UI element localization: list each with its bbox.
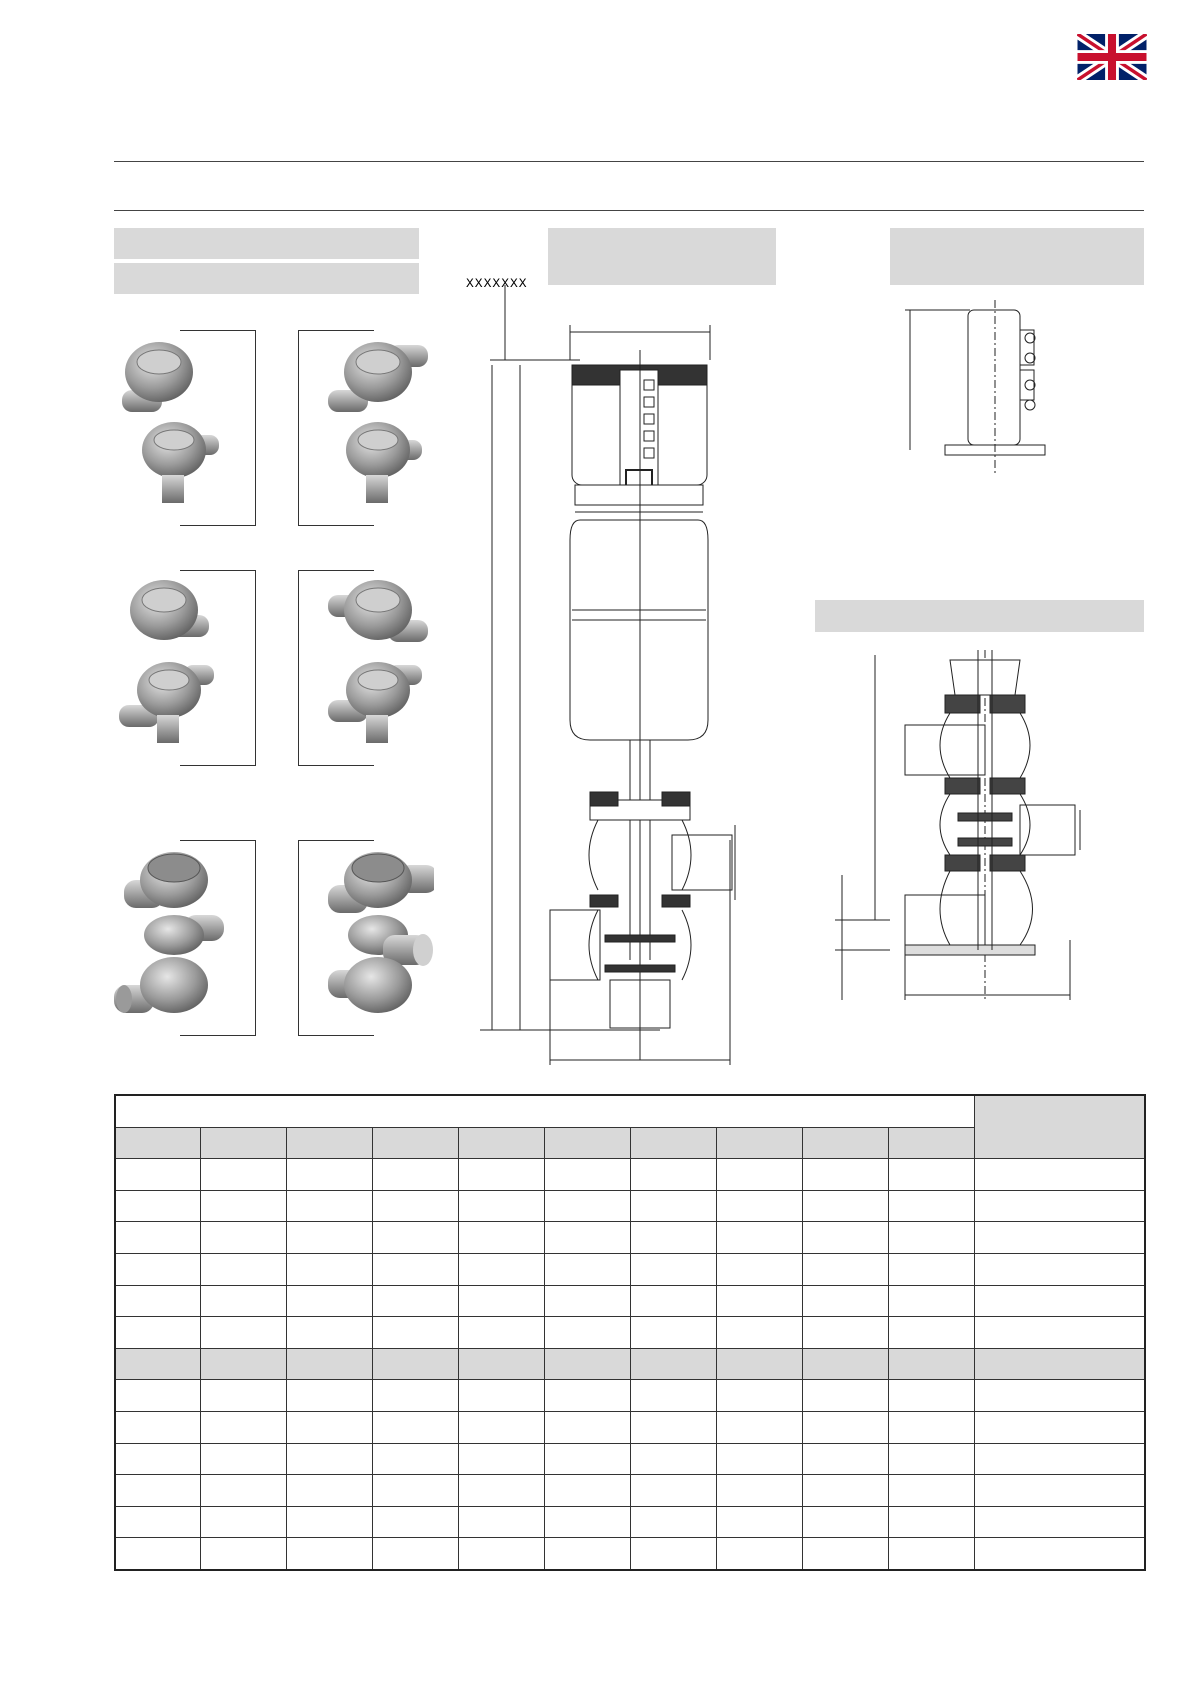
table-cell [115,1222,200,1254]
table-cell [372,1190,458,1222]
table-cell [888,1317,974,1349]
table-cell [974,1285,1145,1317]
table-cell [716,1538,802,1570]
table-cell [372,1475,458,1507]
header-rule-bottom [114,210,1144,211]
table-cell [200,1348,286,1380]
table-cell [716,1253,802,1285]
table-cell [974,1506,1145,1538]
table-cell [888,1159,974,1191]
dimensions-table [114,1094,1146,1571]
left-title-box-1 [114,228,419,259]
table-cell [974,1348,1145,1380]
table-cell [802,1443,888,1475]
column-header [286,1127,372,1159]
table-cell [630,1475,716,1507]
table-cell [716,1475,802,1507]
table-cell [802,1506,888,1538]
uk-flag-icon [1077,34,1147,80]
table-cell [286,1411,372,1443]
table-cell [716,1506,802,1538]
table-cell [458,1190,544,1222]
table-cell [458,1380,544,1412]
table-cell [200,1317,286,1349]
table-cell [716,1380,802,1412]
table-cell [716,1443,802,1475]
code-label: XXXXXXX [466,276,528,291]
table-cell [372,1538,458,1570]
table-header-row [115,1095,1145,1127]
table-cell [802,1190,888,1222]
table-cell [544,1411,630,1443]
table-cell [544,1348,630,1380]
table-row [115,1317,1145,1349]
table-cell [372,1222,458,1254]
table-cell [630,1285,716,1317]
table-row [115,1443,1145,1475]
table-cell [544,1506,630,1538]
table-cell [115,1411,200,1443]
table-cell [974,1222,1145,1254]
table-cell [630,1411,716,1443]
table-cell [888,1380,974,1412]
table-cell [802,1285,888,1317]
table-cell [458,1411,544,1443]
table-cell [200,1222,286,1254]
table-cell [802,1380,888,1412]
table-row [115,1475,1145,1507]
table-cell [286,1348,372,1380]
table-cell [630,1222,716,1254]
table-cell [372,1411,458,1443]
left-title-box-2 [114,263,419,294]
table-cell [630,1348,716,1380]
table-cell [974,1317,1145,1349]
table-cell [544,1443,630,1475]
table-cell [115,1538,200,1570]
table-cell [286,1253,372,1285]
table-cell [544,1380,630,1412]
table-cell [974,1538,1145,1570]
table-cell [716,1317,802,1349]
table-cell [372,1348,458,1380]
table-cell [458,1443,544,1475]
table-cell [716,1159,802,1191]
table-cell [115,1285,200,1317]
table-cell [630,1380,716,1412]
table-cell [630,1253,716,1285]
table-row [115,1380,1145,1412]
table-cell [974,1411,1145,1443]
valve-section-drawing [830,650,1130,1010]
table-cell [200,1475,286,1507]
table-cell [888,1411,974,1443]
table-cell [630,1190,716,1222]
table-cell [716,1285,802,1317]
table-cell [716,1411,802,1443]
thumb-bracket-3 [180,570,256,766]
table-header-label [115,1095,974,1127]
column-header [115,1127,200,1159]
table-cell [458,1475,544,1507]
table-cell [200,1253,286,1285]
thumb-bracket-4 [298,570,374,766]
table-row [115,1190,1145,1222]
table-cell [888,1538,974,1570]
table-cell [286,1285,372,1317]
table-cell [458,1253,544,1285]
table-cell [716,1222,802,1254]
table-cell [115,1190,200,1222]
table-row [115,1411,1145,1443]
column-header [372,1127,458,1159]
table-side-header [974,1095,1145,1159]
table-cell [372,1159,458,1191]
table-cell [974,1253,1145,1285]
table-cell [974,1380,1145,1412]
table-cell [544,1475,630,1507]
table-cell [544,1222,630,1254]
table-cell [115,1159,200,1191]
table-cell [802,1538,888,1570]
table-cell [200,1285,286,1317]
table-cell [286,1190,372,1222]
table-cell [544,1285,630,1317]
table-cell [200,1443,286,1475]
table-cell [802,1317,888,1349]
table-cell [974,1190,1145,1222]
table-cell [544,1159,630,1191]
table-cell [200,1159,286,1191]
table-cell [888,1443,974,1475]
table-cell [888,1348,974,1380]
table-cell [974,1443,1145,1475]
table-cell [115,1506,200,1538]
header-rule-top [114,161,1144,162]
table-cell [630,1317,716,1349]
table-cell [115,1443,200,1475]
table-cell [888,1506,974,1538]
table-cell [802,1475,888,1507]
table-cell [372,1443,458,1475]
column-header [802,1127,888,1159]
table-row [115,1538,1145,1570]
table-row [115,1506,1145,1538]
table-cell [286,1317,372,1349]
mounting-bracket-drawing [900,300,1060,480]
table-row [115,1159,1145,1191]
table-cell [888,1190,974,1222]
thumb-bracket-5 [180,840,256,1036]
table-cell [200,1506,286,1538]
table-cell [286,1506,372,1538]
thumb-bracket-2 [298,330,374,526]
table-cell [630,1159,716,1191]
table-cell [888,1285,974,1317]
table-cell [716,1190,802,1222]
table-cell [372,1506,458,1538]
table-cell [458,1285,544,1317]
valve-assembly-drawing [460,280,760,1070]
table-cell [802,1159,888,1191]
column-header [200,1127,286,1159]
table-cell [115,1380,200,1412]
middle-title-box [548,228,776,285]
table-cell [802,1411,888,1443]
table-cell [286,1380,372,1412]
table-cell [458,1506,544,1538]
column-header [544,1127,630,1159]
table-cell [372,1253,458,1285]
table-cell [286,1443,372,1475]
table-cell [630,1443,716,1475]
table-cell [888,1475,974,1507]
table-cell [458,1222,544,1254]
table-cell [458,1538,544,1570]
table-cell [888,1253,974,1285]
table-cell [200,1411,286,1443]
valve-thumbnails [114,320,434,1050]
table-cell [372,1317,458,1349]
table-cell [115,1348,200,1380]
column-header [458,1127,544,1159]
table-cell [974,1159,1145,1191]
table-cell [544,1317,630,1349]
table-cell [458,1159,544,1191]
table-cell [286,1475,372,1507]
table-row [115,1222,1145,1254]
table-cell [458,1348,544,1380]
table-cell [115,1475,200,1507]
thumb-bracket-6 [298,840,374,1036]
table-cell [372,1285,458,1317]
table-cell [544,1538,630,1570]
table-cell [630,1506,716,1538]
table-group-2 [115,1380,1145,1570]
table-cell [802,1222,888,1254]
right-bottom-title-box [815,600,1144,632]
table-cell [200,1538,286,1570]
table-cell [286,1538,372,1570]
table-cell [630,1538,716,1570]
table-cell [802,1253,888,1285]
right-top-title-box [890,228,1144,285]
column-header [630,1127,716,1159]
table-cell [888,1222,974,1254]
table-divider [115,1348,1145,1380]
table-cell [802,1348,888,1380]
table-cell [716,1348,802,1380]
table-cell [200,1190,286,1222]
table-cell [544,1253,630,1285]
table-row [115,1348,1145,1380]
table-cell [974,1475,1145,1507]
table-cell [372,1380,458,1412]
table-cell [286,1159,372,1191]
column-header [716,1127,802,1159]
column-header [888,1127,974,1159]
table-cell [458,1317,544,1349]
thumb-bracket-1 [180,330,256,526]
table-row [115,1285,1145,1317]
table-cell [286,1222,372,1254]
table-cell [115,1253,200,1285]
table-cell [544,1190,630,1222]
table-cell [115,1317,200,1349]
table-row [115,1253,1145,1285]
table-group-1 [115,1159,1145,1349]
table-cell [200,1380,286,1412]
